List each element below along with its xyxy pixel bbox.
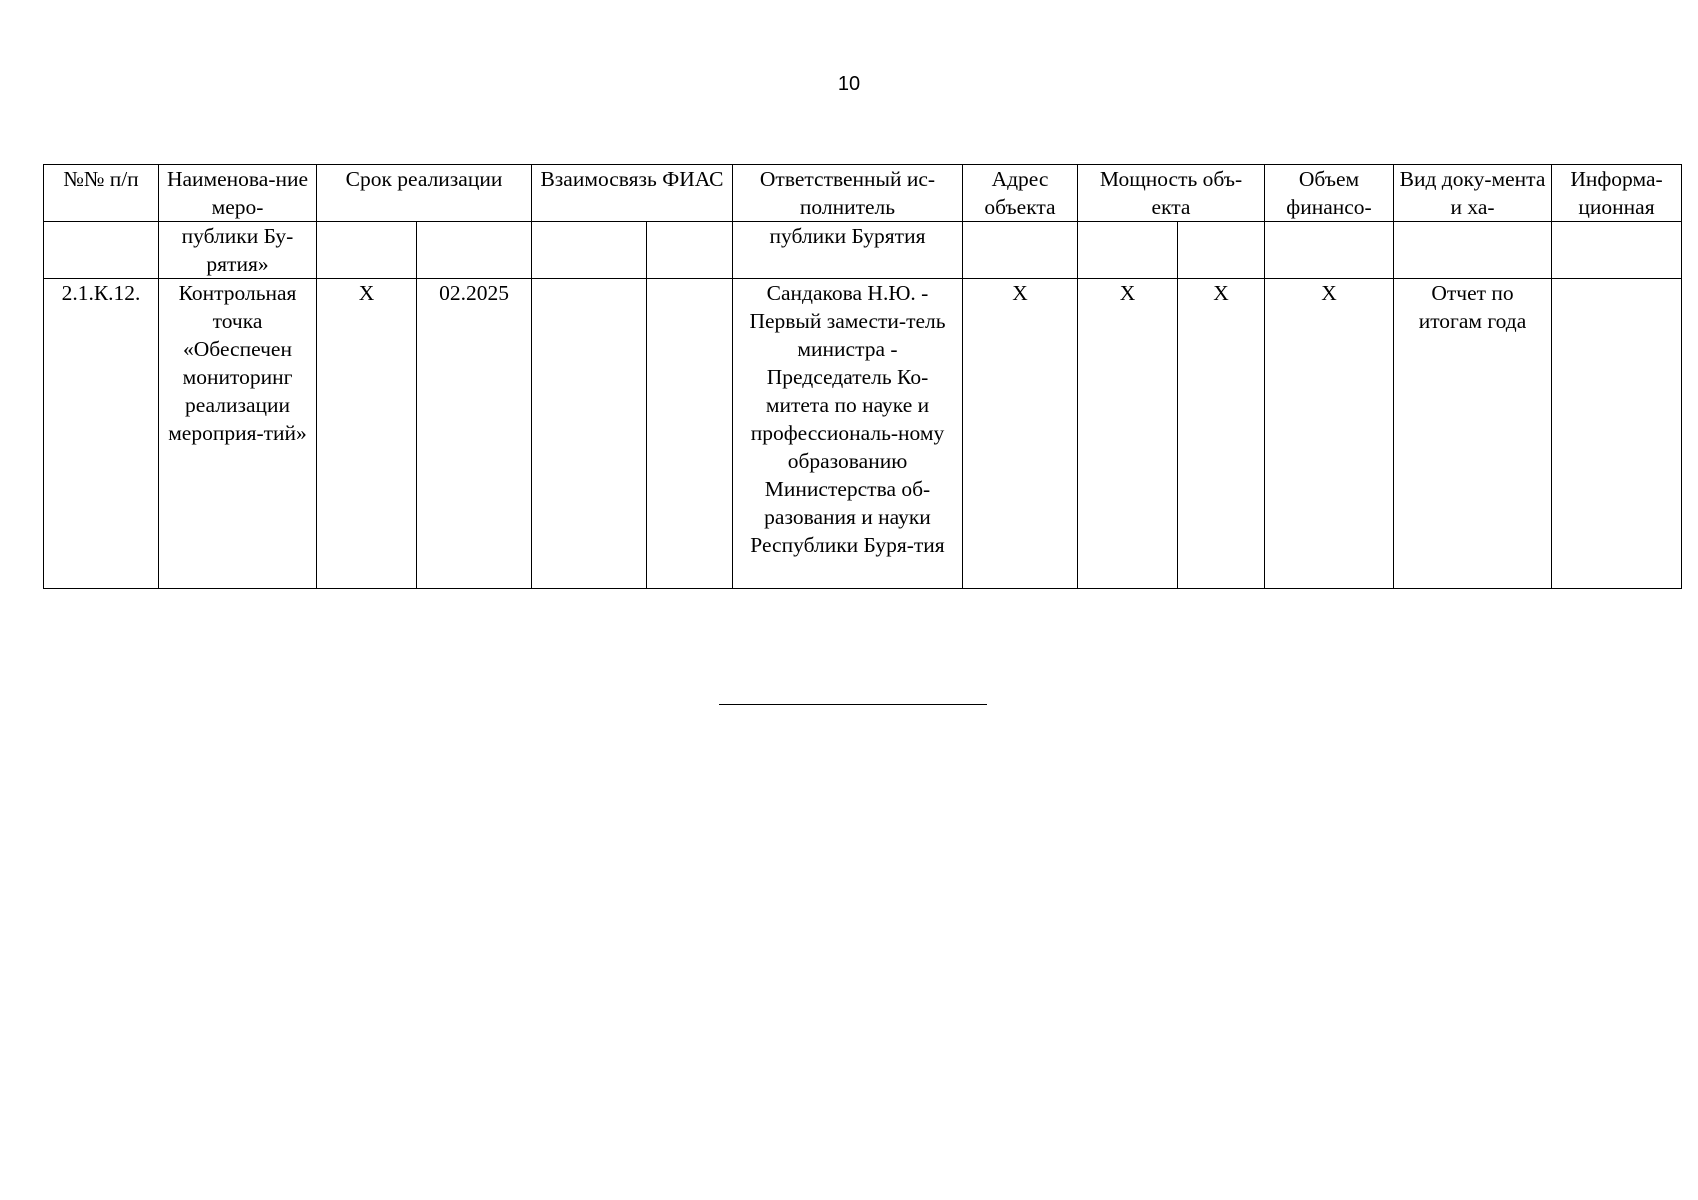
header-period: Срок реализации	[317, 165, 532, 222]
cell-responsible: Сандакова Н.Ю. - Первый замести-тель министра - Председатель Ко-митета по науке и профессиональ-ному образованию Министерства об-разования и науки Республики Буря-тия	[733, 279, 963, 589]
cell-empty	[317, 222, 417, 279]
cell-funding: X	[1265, 279, 1394, 589]
cell-empty	[417, 222, 532, 279]
cell-num: 2.1.К.12.	[44, 279, 159, 589]
header-address: Адрес объекта	[963, 165, 1078, 222]
header-info: Информа-ционная	[1552, 165, 1682, 222]
header-fias: Взаимосвязь ФИАС	[532, 165, 733, 222]
cell-fias-2	[647, 279, 733, 589]
activities-table	[43, 164, 1682, 589]
cell-responsible-continuation: публики Бурятия	[733, 222, 963, 279]
page-number: 10	[837, 73, 861, 95]
cell-name-continuation: публики Бу-рятия»	[159, 222, 317, 279]
cell-empty	[1178, 222, 1265, 279]
cell-capacity-2: X	[1178, 279, 1265, 589]
cell-empty	[532, 222, 647, 279]
cell-doc-type: Отчет по итогам года	[1394, 279, 1552, 589]
cell-address: X	[963, 279, 1078, 589]
cell-empty	[1552, 222, 1682, 279]
cell-empty	[647, 222, 733, 279]
cell-empty	[1265, 222, 1394, 279]
header-num: №№ п/п	[44, 165, 159, 222]
cell-empty	[44, 222, 159, 279]
cell-empty	[963, 222, 1078, 279]
cell-name: Контрольная точка «Обеспечен мониторинг реализации мероприя-тий»	[159, 279, 317, 589]
header-capacity: Мощность объ-екта	[1078, 165, 1265, 222]
header-name: Наименова-ние меро-	[159, 165, 317, 222]
cell-start: X	[317, 279, 417, 589]
cell-empty	[1078, 222, 1178, 279]
cell-info	[1552, 279, 1682, 589]
header-doc-type: Вид доку-мента и ха-	[1394, 165, 1552, 222]
cell-fias-1	[532, 279, 647, 589]
table-row-continuation	[44, 222, 1682, 279]
header-responsible: Ответственный ис-полнитель	[733, 165, 963, 222]
cell-end: 02.2025	[417, 279, 532, 589]
end-divider-line	[719, 704, 987, 705]
cell-capacity-1: X	[1078, 279, 1178, 589]
header-funding: Объем финансо-	[1265, 165, 1394, 222]
table-header-row	[44, 165, 1682, 222]
table-row	[44, 279, 1682, 589]
cell-empty	[1394, 222, 1552, 279]
